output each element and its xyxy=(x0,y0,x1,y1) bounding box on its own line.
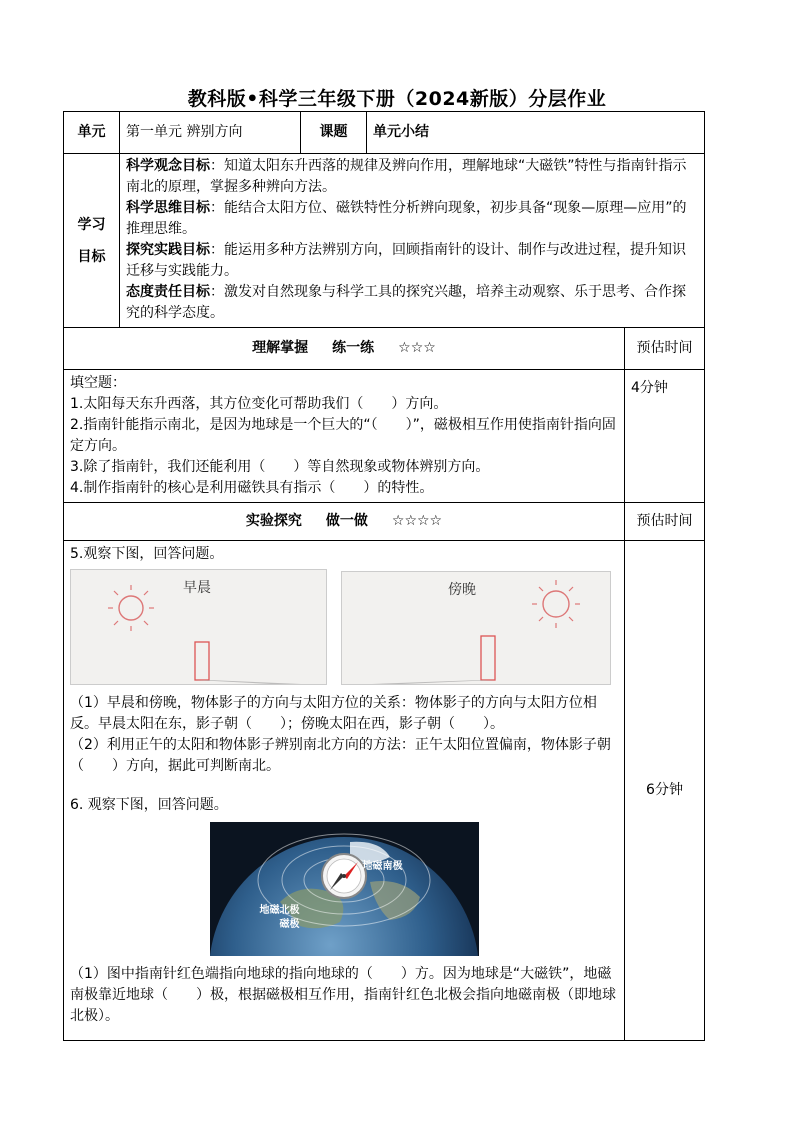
section1-time: 4分钟 xyxy=(625,370,705,503)
question-item: 2.指南针能指示南北，是因为地球是一个巨大的“（ ）”，磁极相互作用使指南针指向固定方向。 xyxy=(70,417,616,454)
evening-sketch xyxy=(342,572,610,684)
earth-illustration xyxy=(210,822,479,956)
question-item: （2）利用正午的太阳和物体影子辨别南北方向的方法：正午太阳位置偏南，物体影子朝（ ）方向，据此可判断南北。 xyxy=(70,737,611,774)
question-item: 4.制作指南针的核心是利用磁铁具有指示（ ）的特性。 xyxy=(70,480,434,496)
objective-item: 科学思维目标：能结合太阳方位、磁铁特性分析辨向现象，初步具备“现象—原理—应用”的推理思维。 xyxy=(126,200,687,237)
label-south-pole-mag: 地磁南极 xyxy=(362,861,403,872)
star-rating: ☆☆☆☆ xyxy=(391,513,443,529)
objective-item: 科学观念目标：知道太阳东升西落的规律及辨向作用，理解地球“大磁铁”特性与指南针指示南北的原理，掌握多种辨向方法。 xyxy=(126,158,687,195)
objectives-label xyxy=(64,154,120,328)
question-title: 6. 观察下图，回答问题。 xyxy=(70,797,228,813)
topic-label: 课题 xyxy=(301,112,367,154)
section2-header xyxy=(64,503,705,541)
section2-title: 实验探究 做一做 ☆☆☆☆ xyxy=(64,503,625,541)
question-title: 5.观察下图，回答问题。 xyxy=(70,546,224,562)
label-north-pole-mag: 地磁北极 xyxy=(259,905,300,916)
question-intro: 填空题： xyxy=(70,375,126,391)
section2-time: 6分钟 xyxy=(625,541,705,1041)
earth-magnet-image xyxy=(210,822,479,956)
objective-item: 态度责任目标：激发对自然现象与科学工具的探究兴趣，培养主动观察、乐于思考、合作探究的科学态度。 xyxy=(126,284,686,321)
section2-body xyxy=(64,541,705,1041)
section1-body xyxy=(64,370,705,503)
question-item: （1）早晨和傍晚，物体影子的方向与太阳方位的关系：物体影子的方向与太阳方位相反。早晨太阳在东，影子朝（ ）；傍晚太阳在西，影子朝（ ）。 xyxy=(70,695,597,732)
shadow-photos xyxy=(70,565,618,685)
question-item: 3.除了指南针，我们还能利用（ ）等自然现象或物体辨别方向。 xyxy=(70,459,490,475)
worksheet-table xyxy=(63,111,705,1041)
star-rating: ☆☆☆ xyxy=(398,340,436,356)
objectives-row xyxy=(64,154,705,328)
section1-title: 理解掌握 练一练 ☆☆☆ xyxy=(64,328,625,370)
label-mag-pole: 磁极 xyxy=(279,919,300,930)
unit-value: 第一单元 辨别方向 xyxy=(120,112,301,154)
topic-value: 单元小结 xyxy=(367,112,705,154)
page-title: 教科版•科学三年级下册（2024新版）分层作业 xyxy=(187,88,607,110)
morning-photo xyxy=(70,569,327,685)
objective-item: 探究实践目标：能运用多种方法辨别方向，回顾指南针的设计、制作与改进过程，提升知识迁移与实践能力。 xyxy=(126,242,686,279)
section1-header xyxy=(64,328,705,370)
evening-label: 傍晚 xyxy=(448,582,476,598)
question-item: （1）图中指南针红色端指向地球的指向地球的（ ）方。因为地球是“大磁铁”，地磁南极靠近地球（ ）极，根据磁极相互作用，指南针红色北极会指向地磁南极（即地球北极）。 xyxy=(70,966,616,1024)
fill-blank-questions xyxy=(64,370,625,503)
morning-label: 早晨 xyxy=(183,580,211,596)
unit-label: 单元 xyxy=(64,112,120,154)
objectives-content xyxy=(120,154,705,328)
evening-photo xyxy=(341,571,611,685)
question-item: 1.太阳每天东升西落，其方位变化可帮助我们（ ）方向。 xyxy=(70,396,448,412)
objectives-label-line2: 目标 xyxy=(77,248,106,265)
header-row xyxy=(64,112,705,154)
experiment-questions xyxy=(64,541,625,1041)
section1-time-label: 预估时间 xyxy=(625,328,705,370)
section2-time-label: 预估时间 xyxy=(625,503,705,541)
objectives-label-line1: 学习 xyxy=(77,216,106,233)
